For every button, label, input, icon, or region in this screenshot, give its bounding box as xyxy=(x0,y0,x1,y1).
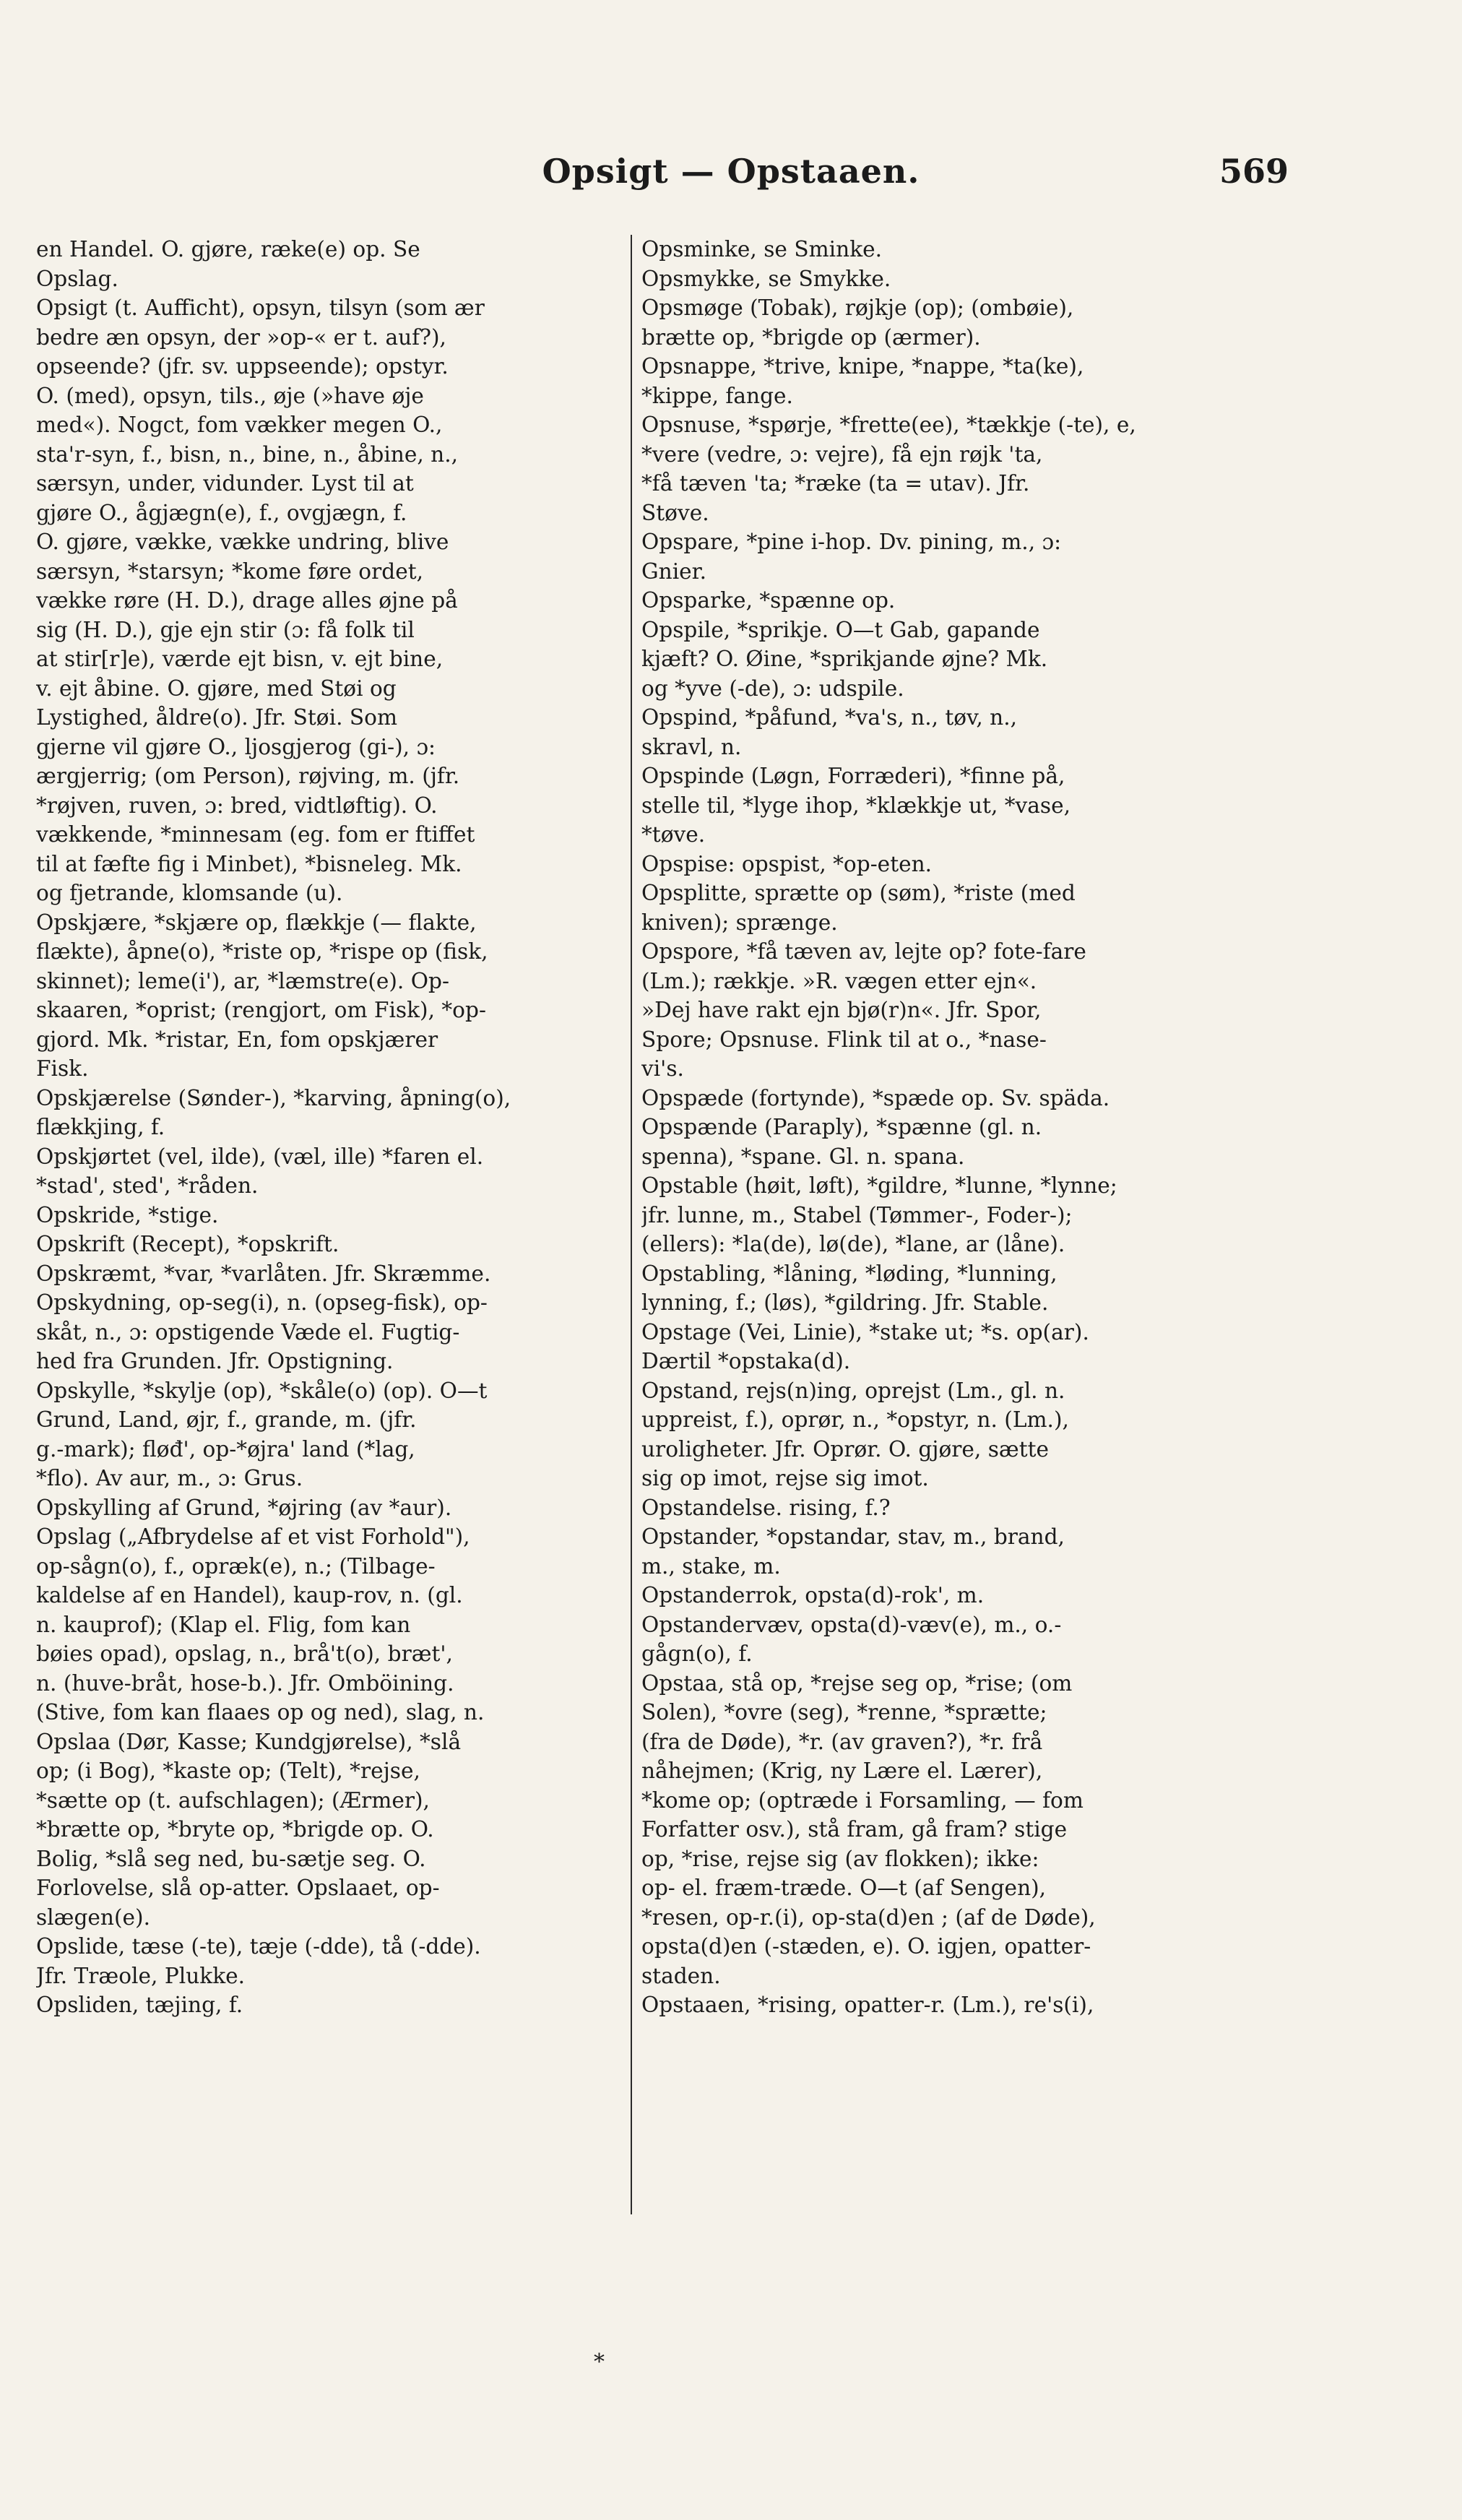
text-line: Opskylling af Grund, *øjring (av *aur). xyxy=(36,1495,452,1520)
text-line: opsta(d)en (-stæden, e). O. igjen, opatter- xyxy=(641,1934,1091,1959)
text-line: gågn(o), f. xyxy=(641,1641,753,1666)
text-line: flækkjing, f. xyxy=(36,1115,165,1139)
text-line: at stir[r]e), værde ejt bisn, v. ejt bine, xyxy=(36,647,444,671)
text-line: Opskydning, op-seg(i), n. (opseg-fisk), op- xyxy=(36,1290,488,1315)
text-line: Opstanderrok, opsta(d)-rok', m. xyxy=(641,1583,985,1608)
text-line: Opsnuse, *spørje, *frette(ee), *tækkje (-te), e, xyxy=(641,413,1136,437)
text-line: Opspinde (Løgn, Forræderi), *finne på, xyxy=(641,764,1065,788)
text-line: Forfatter osv.), stå fram, gå fram? stige xyxy=(641,1817,1068,1842)
text-line: *sætte op (t. aufschlagen); (Ærmer), xyxy=(36,1787,430,1813)
text-line: *flo). Av aur, m., ɔ: Grus. xyxy=(36,1466,303,1490)
text-line: kaldelse af en Handel), kaup-rov, n. (gl. xyxy=(36,1583,463,1608)
running-title: Opsigt — Opstaaen. xyxy=(542,152,920,191)
text-line: uppreist, f.), oprør, n., *opstyr, n. (Lm.), xyxy=(641,1407,1069,1432)
text-line: Opsmøge (Tobak), røjkje (op); (ombøie), xyxy=(641,295,1074,320)
text-line: vi's. xyxy=(641,1056,684,1081)
text-line: gjord. Mk. *ristar, En, fom opskjærer xyxy=(36,1027,438,1052)
text-line: sig (H. D.), gje ejn stir (ɔ: få folk til xyxy=(36,617,415,642)
text-line: g.-mark); fløđ', op-*øjra' land (*lag, xyxy=(36,1436,415,1462)
text-line: Opspile, *sprikje. O—t Gab, gapande xyxy=(641,617,1040,642)
text-line: uroligheter. Jfr. Oprør. O. gjøre, sætte xyxy=(641,1436,1050,1462)
text-line: O. gjøre, vække, vække undring, blive xyxy=(36,530,449,554)
text-line: lynning, f.; (løs), *gildring. Jfr. Stable. xyxy=(641,1290,1049,1315)
text-line: (fra de Døde), *r. (av graven?), *r. frå xyxy=(641,1729,1043,1754)
text-line: særsyn, *starsyn; *kome føre ordet, xyxy=(36,558,424,584)
footer-mark: * xyxy=(594,2349,605,2375)
page-number: 569 xyxy=(1219,152,1289,191)
text-line: Opstabling, *låning, *løding, *lunning, xyxy=(641,1261,1057,1286)
text-line: n. (huve-bråt, hose-b.). Jfr. Omböining. xyxy=(36,1670,454,1696)
text-line: Opspare, *pine i-hop. Dv. pining, m., ɔ: xyxy=(641,530,1062,554)
text-line: stelle til, *lyge ihop, *klækkje ut, *vase, xyxy=(641,793,1071,818)
text-line: Opskjære, *skjære op, flækkje (— flakte, xyxy=(36,910,477,935)
text-line: Opslag. xyxy=(36,266,118,291)
text-line: *tøve. xyxy=(641,822,706,847)
text-line: *stad', sted', *råden. xyxy=(36,1173,259,1198)
text-line: og fjetrande, klomsande (u). xyxy=(36,881,343,905)
text-line: bedre æn opsyn, der »op-« er t. auf?), xyxy=(36,324,446,350)
text-line: ærgjerrig; (om Person), røjving, m. (jfr. xyxy=(36,764,460,788)
text-line: skravl, n. xyxy=(641,734,742,759)
column-divider xyxy=(631,235,632,2214)
text-line: v. ejt åbine. O. gjøre, med Støi og xyxy=(36,676,397,701)
text-line: sig op imot, rejse sig imot. xyxy=(641,1466,929,1490)
left-column xyxy=(36,235,650,2020)
text-line: Opstandelse. rising, f.? xyxy=(641,1495,891,1520)
text-line: Forlovelse, slå op-atter. Opslaaet, op- xyxy=(36,1876,440,1900)
text-line: med«). Nogct, fom vækker megen O., xyxy=(36,413,443,437)
text-line: Opspænde (Paraply), *spænne (gl. n. xyxy=(641,1115,1042,1139)
text-line: Opspind, *påfund, *va's, n., tøv, n., xyxy=(641,705,1018,730)
text-line: Opskjærelse (Sønder-), *karving, åpning(o), xyxy=(36,1085,511,1110)
text-line: Bolig, *slå seg ned, bu-sætje seg. O. xyxy=(36,1846,426,1871)
text-line: »Dej have rakt ejn bjø(r)n«. Jfr. Spor, xyxy=(641,998,1042,1022)
text-line: *kippe, fange. xyxy=(641,383,793,408)
text-line: kniven); sprænge. xyxy=(641,910,838,935)
text-line: Opspore, *få tæven av, lejte op? fote-fare xyxy=(641,939,1086,964)
text-line: Gnier. xyxy=(641,558,706,584)
page-header xyxy=(0,137,1462,202)
text-line: *vere (vedre, ɔ: vejre), få ejn røjk 'ta, xyxy=(641,441,1043,467)
text-line: flækte), åpne(o), *riste op, *rispe op (fisk, xyxy=(36,939,488,964)
text-line: Støve. xyxy=(641,500,709,525)
text-line: jfr. lunne, m., Stabel (Tømmer-, Foder-); xyxy=(641,1202,1073,1227)
text-line: Opsigt (t. Aufficht), opsyn, tilsyn (som ær xyxy=(36,295,485,320)
text-line: Opsmykke, se Smykke. xyxy=(641,266,891,291)
text-line: slægen(e). xyxy=(36,1904,150,1930)
text-line: (Lm.); rækkje. »R. vægen etter ejn«. xyxy=(641,968,1037,993)
text-line: Solen), *ovre (seg), *renne, *sprætte; xyxy=(641,1700,1047,1725)
text-line: m., stake, m. xyxy=(641,1553,781,1579)
text-line: Opsliden, tæjing, f. xyxy=(36,1993,243,2017)
text-line: Fisk. xyxy=(36,1056,89,1081)
text-line: op- el. fræm-træde. O—t (af Sengen), xyxy=(641,1876,1047,1900)
text-line: gjøre O., ågjægn(e), f., ovgjægn, f. xyxy=(36,500,407,525)
text-line: skaaren, *oprist; (rengjort, om Fisk), *op- xyxy=(36,998,486,1022)
text-line: og *yve (-de), ɔ: udspile. xyxy=(641,676,904,701)
text-line: Opskjørtet (vel, ilde), (væl, ille) *faren el. xyxy=(36,1144,484,1169)
text-line: *brætte op, *bryte op, *brigde op. O. xyxy=(36,1817,434,1842)
text-line: skåt, n., ɔ: opstigende Væde el. Fugtig- xyxy=(36,1319,460,1345)
text-line: Opstage (Vei, Linie), *stake ut; *s. op(ar). xyxy=(641,1319,1089,1345)
text-line: bøies opad), opslag, n., brå't(o), bræt', xyxy=(36,1641,453,1666)
text-line: til at fæfte fig i Minbet), *bisneleg. Mk. xyxy=(36,851,462,876)
text-line: (ellers): *la(de), lø(de), *lane, ar (låne). xyxy=(641,1232,1065,1256)
right-column xyxy=(641,235,1255,2020)
text-line: op; (i Bog), *kaste op; (Telt), *rejse, xyxy=(36,1759,420,1783)
text-line: sta'r-syn, f., bisn, n., bine, n., åbine, n., xyxy=(36,441,459,467)
text-line: Opstable (høit, løft), *gildre, *lunne, *lynne; xyxy=(641,1173,1117,1198)
text-line: Grund, Land, øjr, f., grande, m. (jfr. xyxy=(36,1407,417,1432)
text-line: Opsminke, se Sminke. xyxy=(641,237,883,262)
text-line: Opskrift (Recept), *opskrift. xyxy=(36,1232,339,1256)
text-line: spenna), *spane. Gl. n. spana. xyxy=(641,1144,965,1169)
text-line: staden. xyxy=(641,1963,721,1988)
text-line: Opsplitte, sprætte op (søm), *riste (med xyxy=(641,881,1076,905)
text-line: Lystighed, åldre(o). Jfr. Støi. Som xyxy=(36,705,398,730)
text-line: Opslaa (Dør, Kasse; Kundgjørelse), *slå xyxy=(36,1729,462,1754)
text-line: Jfr. Træole, Plukke. xyxy=(36,1963,246,1988)
text-line: Opsparke, *spænne op. xyxy=(641,588,896,613)
text-line: *røjven, ruven, ɔ: bred, vidtløftig). O. xyxy=(36,793,438,818)
text-line: (Stive, fom kan flaaes op og ned), slag, n. xyxy=(36,1700,485,1725)
text-line: Opstaa, stå op, *rejse seg op, *rise; (om xyxy=(641,1670,1073,1696)
text-line: vække røre (H. D.), drage alles øjne på xyxy=(36,588,458,613)
text-line: kjæft? O. Øine, *sprikjande øjne? Mk. xyxy=(641,647,1048,671)
text-line: Opspise: opspist, *op-eten. xyxy=(641,851,933,876)
text-line: særsyn, under, vidunder. Lyst til at xyxy=(36,471,414,496)
text-line: gjerne vil gjøre O., ljosgjerog (gi-), ɔ: xyxy=(36,734,436,759)
text-line: Opskride, *stige. xyxy=(36,1202,219,1227)
text-line: en Handel. O. gjøre, ræke(e) op. Se xyxy=(36,237,420,262)
text-line: Opslag („Afbrydelse af et vist Forhold"), xyxy=(36,1524,470,1549)
text-line: hed fra Grunden. Jfr. Opstigning. xyxy=(36,1349,394,1373)
text-line: Opstandervæv, opsta(d)-væv(e), m., o.- xyxy=(641,1612,1062,1637)
text-line: op, *rise, rejse sig (av flokken); ikke: xyxy=(641,1846,1039,1871)
text-line: Spore; Opsnuse. Flink til at o., *nase- xyxy=(641,1027,1047,1052)
text-line: O. (med), opsyn, tils., øje (»have øje xyxy=(36,383,424,408)
text-line: op-sågn(o), f., opræk(e), n.; (Tilbage- xyxy=(36,1553,436,1579)
text-line: Opslide, tæse (-te), tæje (-dde), tå (-dde). xyxy=(36,1934,481,1959)
text-line: *kome op; (optræde i Forsamling, — fom xyxy=(641,1787,1083,1813)
text-line: skinnet); leme(i'), ar, *læmstre(e). Op- xyxy=(36,968,449,993)
text-line: Opspæde (fortynde), *spæde op. Sv. späda. xyxy=(641,1085,1110,1110)
text-line: Dærtil *opstaka(d). xyxy=(641,1349,851,1373)
text-line: opseende? (jfr. sv. uppseende); opstyr. xyxy=(36,354,449,379)
text-line: *resen, op-r.(i), op-sta(d)en ; (af de Døde), xyxy=(641,1904,1096,1930)
text-line: Opskylle, *skylje (op), *skåle(o) (op). O—t xyxy=(36,1378,488,1403)
text-line: nåhejmen; (Krig, ny Lære el. Lærer), xyxy=(641,1759,1043,1783)
text-line: brætte op, *brigde op (ærmer). xyxy=(641,324,981,350)
text-line: vækkende, *minnesam (eg. fom er ftiffet xyxy=(36,822,475,847)
text-line: Opskræmt, *var, *varlåten. Jfr. Skræmme. xyxy=(36,1261,491,1286)
text-line: Opsnappe, *trive, knipe, *nappe, *ta(ke), xyxy=(641,354,1084,379)
text-line: *få tæven 'ta; *ræke (ta = utav). Jfr. xyxy=(641,471,1030,496)
text-line: Opstaaen, *rising, opatter-r. (Lm.), re's(i), xyxy=(641,1993,1094,2017)
text-line: n. kauprof); (Klap el. Flig, fom kan xyxy=(36,1612,411,1637)
text-line: Opstander, *opstandar, stav, m., brand, xyxy=(641,1524,1065,1549)
text-line: Opstand, rejs(n)ing, oprejst (Lm., gl. n. xyxy=(641,1378,1065,1403)
